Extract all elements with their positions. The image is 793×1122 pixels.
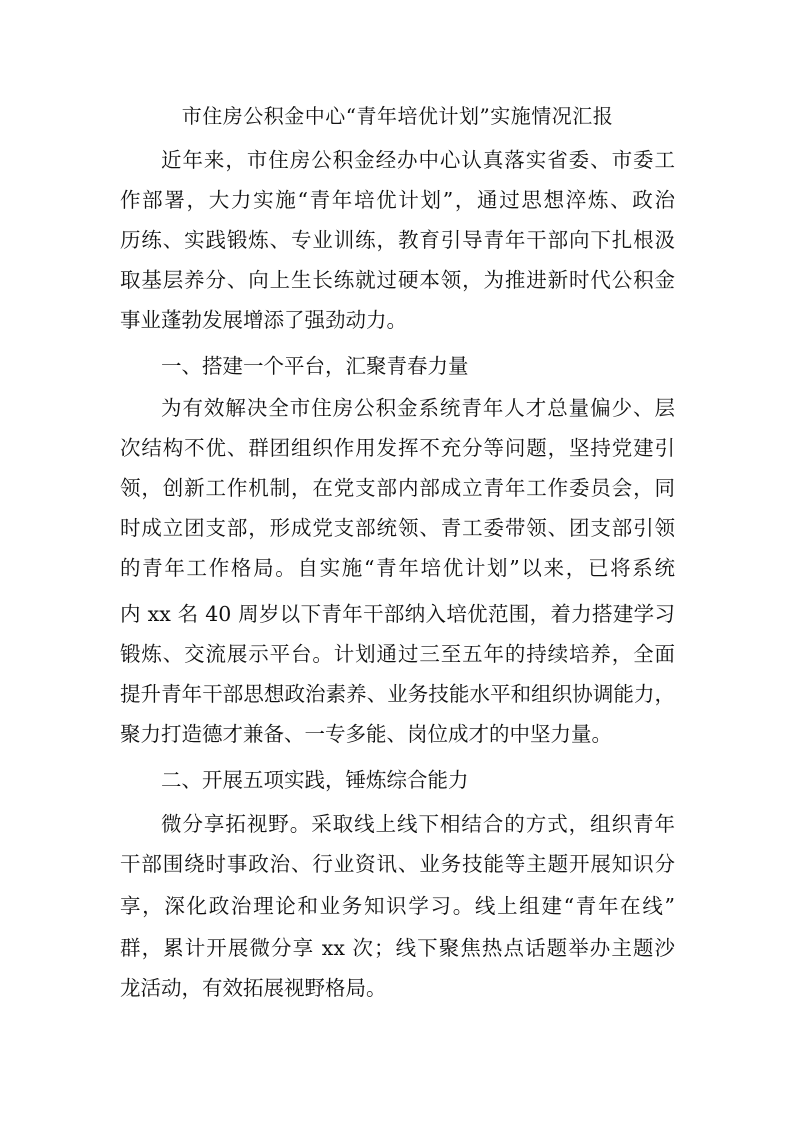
paragraph-line: 提升青年干部思想政治素养、业务技能水平和组织协调能力，	[120, 682, 675, 706]
paragraph-line: 为有效解决全市住房公积金系统青年人才总量偏少、层	[161, 396, 675, 420]
paragraph-line: 锻炼、交流展示平台。计划通过三至五年的持续培养，全面	[120, 642, 675, 666]
paragraph-line: 的青年工作格局。自实施“青年培优计划”以来，已将系统	[120, 556, 675, 580]
paragraph-line: 群，累计开展微分享 xx 次；线下聚焦热点话题举办主题沙	[120, 936, 675, 960]
paragraph-line: 聚力打造德才兼备、一专多能、岗位成才的中坚力量。	[120, 722, 612, 746]
paragraph-line: 享，深化政治理论和业务知识学习。线上组建“青年在线”	[120, 894, 675, 918]
section-heading: 二、开展五项实践，锤炼综合能力	[161, 768, 469, 792]
paragraph-line: 事业蓬勃发展增添了强劲动力。	[120, 308, 407, 332]
paragraph-line: 近年来，市住房公积金经办中心认真落实省委、市委工	[161, 148, 675, 172]
paragraph-line: 领，创新工作机制，在党支部内部成立青年工作委员会，同	[120, 476, 675, 500]
paragraph-line: 历练、实践锻炼、专业训练，教育引导青年干部向下扎根汲	[120, 228, 675, 252]
paragraph-line: 时成立团支部，形成党支部统领、青工委带领、团支部引领	[120, 516, 675, 540]
document-title: 市住房公积金中心“青年培优计划”实施情况汇报	[181, 104, 614, 128]
paragraph-line: 龙活动，有效拓展视野格局。	[120, 976, 387, 1000]
section-heading: 一、搭建一个平台，汇聚青春力量	[161, 354, 469, 378]
paragraph-line: 内 xx 名 40 周岁以下青年干部纳入培优范围，着力搭建学习	[120, 602, 675, 626]
paragraph-line: 微分享拓视野。采取线上线下相结合的方式，组织青年	[161, 812, 675, 836]
paragraph-line: 作部署，大力实施“青年培优计划”，通过思想淬炼、政治	[120, 188, 675, 212]
paragraph-line: 次结构不优、群团组织作用发挥不充分等问题，坚持党建引	[120, 436, 675, 460]
paragraph-line: 干部围绕时事政治、行业资讯、业务技能等主题开展知识分	[120, 852, 675, 876]
paragraph-line: 取基层养分、向上生长练就过硬本领，为推进新时代公积金	[120, 268, 675, 292]
